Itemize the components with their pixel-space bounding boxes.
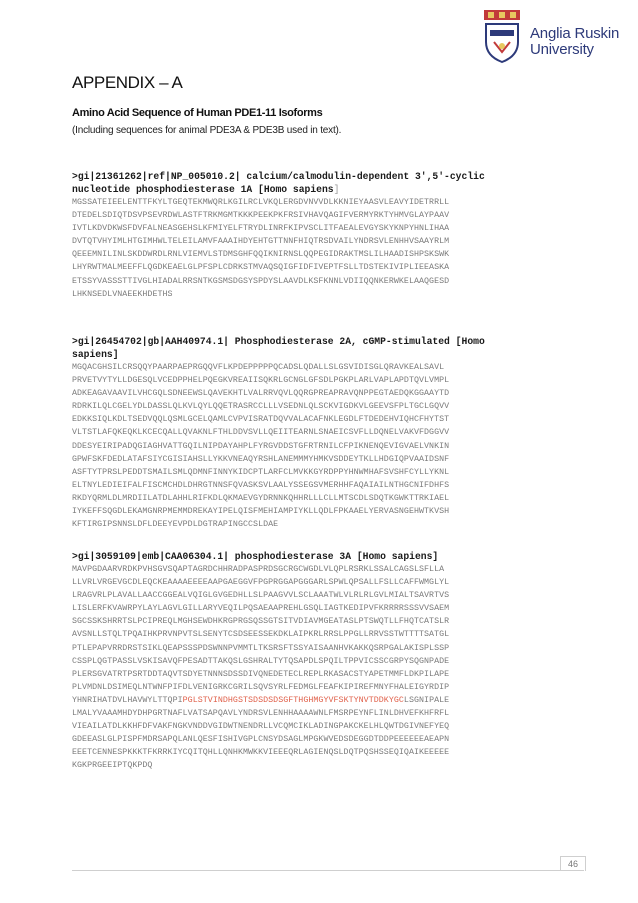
sequence-line: LHKNSEDLVNAEEKHDETHS [72,289,173,299]
sequence-segment: YHNRIHATDVLHAVWYLTTQPI [72,695,183,705]
sequence-line: LISLERFKVAWRPYLAYLAGVLGILLARYVEQILPQSAEAAPREHLGSQLIAGTKEDIPVFKRRRRSSSVVSAEM [72,604,450,614]
sequence-line: PLERSGVATRTPSRTDDTAQVTSDYETNNNSDSSDIVQNEDETECLREPLRKASACSTYAPETMMFLDKPILAPE [72,669,450,679]
sequence-line: AVSNLLSTQLTPQAIHKPRVNPVTSLSENYTCSDSEESSEKDKLAIPKRLRRSLPPGLLRRVSSTWTTTTSATGL [72,630,450,640]
sequence-line: CSSPLQGTPASSLVSKISAVQFPESADTTAKQSLGSHRALTYTQSAPDLSPQILTPPVICSSCGRPYSQGNPADE [72,656,450,666]
sequence-line: EEETCENNESPKKKTFKRRKIYCQITQHLLQNHKMWKKVIEEEQRLAGIENQSLDQTPQSHSSEQIQAIKEEEEE [72,748,450,758]
sequence-line: ETSSYVASSSTTIVGLHIADALRRSNTKGSMSDGSYSPDYSLAAVDLKSFKNNLVDIIQQNKERWKELAAQGESD [72,276,450,286]
sequence-line: IYKEFFSQGDLEKAMGNRPMEMMDREKAYIPELQISFMEHIAMPIYKLLQDLFPKAAELYERVASNGEHWTKVSH [72,507,450,517]
sequence-line: ASFTYTPRSLPEDDTSMAILSMLQDMNFINNYKIDCPTLARFCLMVKKGYRDPPYHNWMHAFSVSHFCYLLYKNL [72,467,450,477]
sequence-lines [72,196,572,301]
appendix-note: (Including sequences for animal PDE3A & PDE3B used in text). [72,125,342,136]
sequence-header: nucleotide phosphodiesterase 1A [Homo sapiens] [72,184,340,195]
sequence-line: SGCSSKSHRRTSLPCIPREQLMGHSEWDHKRGPRGSQSSGTSITVDIAVMGEATASLPTSWQTLLFHQTCATSLR [72,617,450,627]
sequence-line: GPWFSKFDEDLATAFSIYCGISIAHSLLYKKVNEAQYRSHLANEMMMYHMKVSDDEYTKLLHDGIQPVAAIDSNF [72,454,450,464]
highlighted-motif: PGLSTVINDHGSTSDSDSDSGFTHGHMGYVFSKTYNVTDDKYGC [182,695,404,705]
sequence-line: VIEAILATDLKKHFDFVAKFNGKVNDDVGIDWTNENDRLLVCQMCIKLADINGPAKCKELHLQWTDGIVNEFYEQ [72,722,450,732]
sequence-line: PTLEPAPVRRDRSTSIKLQEAPSSSPDSWNNPVMMTLTKSRSFTSSYAISAANHVKAKKQSRPGALAKISPLSSP [72,643,450,653]
sequence-line: DVTQTVHYIMLHTGIMHWLTELEILAMVFAAAIHDYEHTGTTNNFHIQTRSDVAILYNDRSVLENHHVSAAYRLM [72,237,450,247]
university-name [530,26,619,58]
sequence-line: KGKPRGEEIPTQKPDQ [72,761,153,771]
university-logo [482,8,632,72]
appendix-subtitle: Amino Acid Sequence of Human PDE1-11 Isoforms [72,107,323,119]
sequence-line: LHYRWTMALMEEFFLQGDKEAELGLPFSPLCDRKSTMVAQSQIGFIDFIVEPTFSLLTDSTEKIVIPLIEEASKA [72,263,450,273]
sequence-line: IVTLKDVDKWSFDVFALNEASGEHSLKFMIYELFTRYDLINRFKIPVSCLITFAEALEVGYSKYKNPYHNLIHAA [72,224,450,234]
sequence-line: MGQACGHSILCRSQQYPAARPAEPRGQQVFLKPDEPPPPPQCADSLQDALLSLGSVIDISGLQRAVKEALSAVL [72,363,445,372]
sequence-line: QEEEMNILINLSKDDWRDLRNLVIEMVLSTDMSGHFQQIKNIRNSLQQPEGIDRAKTMSLILHAADISHPSKSWK [72,250,450,260]
sequence-line: LRAGVRLPLAVALLAACCGGEALVQIGLGVGEDHLLSLPAAGVVLSCLAAATWLVLRLRLGVLMIALTSAVRTVS [72,591,450,601]
sequence-line: DTEDELSDIQTDSVPSEVRDWLASTFTRKMGMTKKKPEEKPKFRSIVHAVQAGIFVERMYRKTYHMVGLAYPAAV [72,211,450,221]
appendix-title: APPENDIX – A [72,73,183,92]
sequence-line: PLVMDNLDSIMEQLNTWNFPIFDLVENIGRKCGRILSQVSYRLFEDMGLFEAFKIPIREFMNYFHALEIGYRDIP [72,682,450,692]
sequence-line: PRVETVYTYLLDGESQLVCEDPPHELPQEGKVREAIISQKRLGCNGLGFSDLPGKPLARLVAPLAPDTQVLVMPL [72,376,450,386]
sequence-line: ADKEAGAVAAVILVHCGQLSDNEEWSLQAVEKHTLVALRRVQVLQQRGPREAPRAVQNPPEGTAEDQKGGAAYTD [72,389,450,399]
sequence-header: sapiens] [72,349,119,360]
sequence-line: RDRKILQLCGELYDLDASSLQLKVLQYLQQETRASRCCLLLVSEDNLQLSCKVIGDKVLGEEVSFPLTGCLGQVV [72,402,450,412]
sequence-lines [72,563,572,773]
sequence-line: MAVPGDAARVRDKPVHSGVSQAPTAGRDCHHRADPASPRDSGCRGCWGDLVLQPLRSRKLSSALCAGSLSFLLA [72,565,445,574]
university-crest-icon [482,8,522,64]
sequence-block-pde1a [72,170,572,301]
sequence-line: KFTIRGIPSNNSLDFLDEEYEVPDLDGTRAPINGCCSLDAE [72,520,279,530]
footer-divider [72,870,584,871]
university-name-line2: University [530,41,594,58]
sequence-header: >gi|21361262|ref|NP_005010.2| calcium/calmodulin-dependent 3',5'-cyclic [72,171,485,182]
sequence-line: GDEEASLGLPISPFMDRSAPQLANLQESFISHIVGPLCNSYDSAGLMPGKWVEDSDEGGDTDDPEEEEEEAEAPN [72,735,450,745]
page-number: 46 [560,856,586,871]
sequence-line: LLVRLVRGEVGCDLEQCKEAAAAEEEEAAPGAEGGVFPGPRGGAPGGGARLSPWLQPSALLFSLLCAFFWMGLYL [72,578,450,588]
sequence-line: DDESYEIRIPADQGIAGHVATTGQILNIPDAYAHPLFYRGVDDSTGFRTRNILCFPIKNENQEVIGVAELVNKIN [72,441,450,451]
sequence-block-pde2a [72,335,572,531]
sequence-header: >gi|26454702|gb|AAH40974.1| Phosphodiesterase 2A, cGMP-stimulated [Homo [72,336,485,347]
sequence-segment: LSGNIPALE [403,695,450,705]
sequence-line: RKDYQRMLDLMRDIILATDLAHHLRIFKDLQKMAEVGYDRNNKQHHRLLLCLLMTSCDLSDQTKGWKTTRKIAEL [72,493,450,503]
sequence-line: ELTNYLEDIEIFALFISCMCHDLDHRGTNNSFQVASKSVLAALYSSEGSVMERHHFAQAIAILNTHGCNIFDHFS [72,480,450,490]
sequence-line [72,694,572,707]
sequence-line: MGSSATEIEELENTTFKYLTGEQTEKMWQRLKGILRCLVKQLERGDVNVVDLKKNIEYAASVLEAVYIDETRRLL [72,198,450,207]
sequence-line: VLTSTLAFQKEQKLKCECQALLQVAKNLFTHLDDVSVLLQEIITEARNLSNAEICSVFLLDQNELVAKVFDGGVV [72,428,450,438]
sequence-header: >gi|3059109|emb|CAA06304.1| phosphodiesterase 3A [Homo sapiens] [72,551,439,562]
sequence-line: LMALYVAAAMHDYDHPGRTNAFLVATSAPQAVLYNDRSVLENHHAAAAWNLFMSRPEYNFLINLDHVEFKHFRFL [72,709,450,719]
university-name-line1: Anglia Ruskin [530,25,620,42]
sequence-lines [72,361,572,531]
sequence-block-pde3a [72,550,572,773]
sequence-line: EDKKSIQLKDLTSEDVQQLQSMLGCELQAMLCVPVISRATDQVVALACAFNKLEGDLFTDEDEHVIQHCFHYTST [72,415,450,425]
